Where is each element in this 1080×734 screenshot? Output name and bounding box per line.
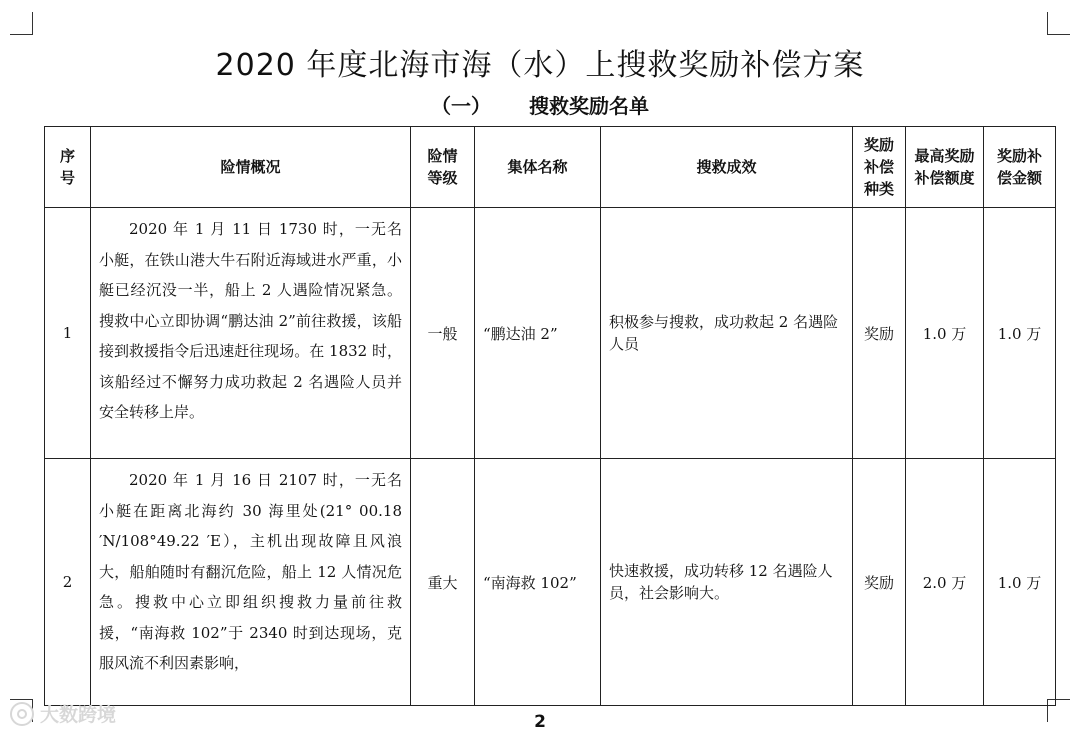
cell-situation: 2020 年 1 月 16 日 2107 时，一无名小艇在距离北海约 30 海里处(21° 00.18 ′N/108°49.22 ′E），主机出现故障且风浪大，船舶随时有翻沉危险，船上 12 人情况危急。搜救中心立即组织搜救力量前往救援，“南海救 102”于 2340 时到达现场，克服风流不利因素影响， bbox=[91, 459, 411, 706]
cell-team: “鹏达油 2” bbox=[475, 208, 601, 459]
cell-max-reward: 1.0 万 bbox=[906, 208, 984, 459]
cell-reward-type: 奖励 bbox=[853, 459, 906, 706]
page-number: 2 bbox=[534, 712, 546, 732]
section-heading bbox=[0, 90, 1080, 119]
table-row bbox=[45, 208, 1056, 459]
header-index: 序号 bbox=[45, 127, 91, 208]
header-reward-type: 奖励补偿种类 bbox=[853, 127, 906, 208]
cell-index: 2 bbox=[45, 459, 91, 706]
header-result: 搜救成效 bbox=[601, 127, 853, 208]
crop-mark-top-right bbox=[1047, 12, 1070, 35]
document-title: 2020 年度北海市海（水）上搜救奖励补偿方案 bbox=[215, 48, 865, 83]
table-header-row bbox=[45, 127, 1056, 208]
header-level: 险情等级 bbox=[411, 127, 475, 208]
cell-result: 积极参与搜救，成功救起 2 名遇险人员 bbox=[601, 208, 853, 459]
cell-team: “南海救 102” bbox=[475, 459, 601, 706]
header-situation: 险情概况 bbox=[91, 127, 411, 208]
section-number: （一） bbox=[431, 94, 491, 118]
section-title: 搜救奖励名单 bbox=[529, 94, 649, 118]
header-max-reward: 最高奖励补偿额度 bbox=[906, 127, 984, 208]
cell-index: 1 bbox=[45, 208, 91, 459]
cell-level: 一般 bbox=[411, 208, 475, 459]
cell-amount: 1.0 万 bbox=[984, 208, 1056, 459]
header-amount: 奖励补偿金额 bbox=[984, 127, 1056, 208]
cell-reward-type: 奖励 bbox=[853, 208, 906, 459]
watermark-text: 大数跨境 bbox=[40, 704, 117, 726]
cell-result: 快速救援，成功转移 12 名遇险人员，社会影响大。 bbox=[601, 459, 853, 706]
table-row bbox=[45, 459, 1056, 706]
cell-level: 重大 bbox=[411, 459, 475, 706]
cell-amount: 1.0 万 bbox=[984, 459, 1056, 706]
cell-max-reward: 2.0 万 bbox=[906, 459, 984, 706]
cell-situation: 2020 年 1 月 11 日 1730 时，一无名小艇，在铁山港大牛石附近海域进水严重，小艇已经沉没一半，船上 2 人遇险情况紧急。搜救中心立即协调“鹏达油 2”前往救援，该船接到救援指令后迅速赶往现场。在 1832 时，该船经过不懈努力成功救起 2 名遇险人员并安全转移上岸。 bbox=[91, 208, 411, 459]
crop-mark-top-left bbox=[10, 12, 33, 35]
header-team: 集体名称 bbox=[475, 127, 601, 208]
reward-table bbox=[44, 126, 1056, 706]
